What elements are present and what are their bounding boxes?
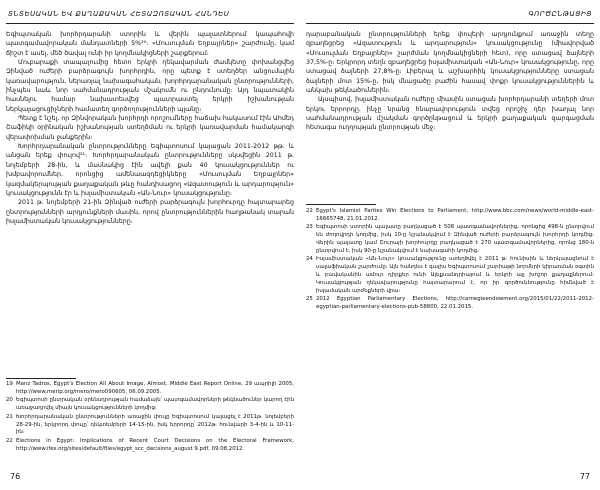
page-number-right: 77: [579, 472, 590, 481]
paragraph: Մուբարաքի տապալումից հետո երկրի ղեկավարման ժամկետը փոխանցվեց Զինված ուժերի բարձրագույն խորհրդին, որը պետք է ստեղծեր անցումային կառավարություն, ներառյալ նախագահական, խորհրդարանական ընտրությունների, ինչպես նաև նոր սահմանադրության մշակումն ու ընդունումը։ Այդ նպատակին հասնելու համար նախատեսվեց պատրաստել երկրի իշխանության ներկայացուցիչների համատեղ գործողությունների պլանը։: [6, 59, 294, 113]
paragraph: Այսպիսով, իսլամիստական ուժերը միասին ստացան խորհրդարանի տեղերի մոտ երկու երրորդը, ինչը նրանց հնարավորություն տվեց որոշիչ դեր խաղալ նոր սահմանադրության մշակման գործընթացում և երկրի քաղաքական զարգացման հետագա ուղղության ընտրության մեջ։: [306, 96, 594, 132]
paragraph: Եգիպտական խորհրդարանի ստորին և վերին պալատներում կապահովի պատգամավորական մանդատների 5%²⁰։ «Մուսուլման Եղբայրներ» շարժումը, կամ ճիշտ է ասել, մեծ ծավալ ունի իր կողմնակիցների շարքերում։: [6, 31, 294, 57]
footnote-number: 24: [306, 256, 313, 263]
footnote-separator: [306, 204, 376, 205]
body-text-left: [6, 30, 294, 226]
footnotes-right: [306, 208, 594, 313]
footnotes-left: [6, 381, 294, 454]
footnote-number: 20: [6, 397, 13, 404]
footnote-separator: [6, 378, 76, 379]
footnote-number: 22: [6, 437, 13, 444]
footnote-text: Եգիպտոսի ստորին պալատը բաղկացած է 508 պատգամավորներից, որոնցից 498-ն ընտրվում են ժողովրդի կողմից, իսկ 10-ը նշանակվում է Զինված ուժերի բարձրագույն խորհրդի կողմից։ Վերին պալատը կամ Շուրայի խորհուրդը բաղկացած է 270 պատգամավորներից, որոնց 180-ն ընտրվում է, իսկ 90-ը նշանակվում է նախագահի կողմից։: [316, 224, 594, 255]
footnote-text: Elections in Egypt: Implications of Recent Court Decisions on the Electoral Framework, http://www.ifes.org/sites/default/files/egypt_scc_decisions_august 9.pdf, 09.08.2012.: [16, 437, 294, 452]
footnote-text: Խորհրդարանական ընտրությունների առաջին փուլը Եգիպտոսում կայացել է 2011թ. նոյեմբերի 28-29-ին, երկրորդ փուլը՝ դեկտեմբերի 14-15-ին, իսկ երրորդը՝ 2012թ. հունվարի 3-4-ին և 10-11-ին։: [16, 413, 294, 436]
footnote: [6, 397, 294, 413]
footnote: [6, 381, 294, 397]
paragraph: 2011 թ. նոյեմբերի 21-ին Զինված ուժերի բարձրագույն խորհուրդը հայտարարեց ընտրությունների արդյունքների մասին, որով ընտրություններին հաղթանակ տարան իսլամիստական կուսակցությունները։: [6, 199, 294, 225]
footnote: [306, 296, 594, 312]
running-header-right: ԳՈՐԾԸՆԹԱՑԻՑ: [306, 7, 594, 24]
footnote-text: Manz Tadros, Egypt's Election All About Image, Almost, Middle East Report Online, 29 ապրիլի 2005, http://www.merip.org/mero/mero090605, 06.09.2005.: [16, 381, 294, 395]
footnote-number: 22: [306, 208, 313, 214]
footnote: [6, 414, 294, 438]
footnote-number: 19: [6, 381, 13, 387]
running-header-left: ՏՆՏԵՍԱԿԱՆ ԵՎ ՔԱՂԱՔԱԿԱՆ ՀԵՏԱԶՈՏԱԿԱՆ ՀԱՆԴԵՍ: [6, 7, 294, 24]
footnote-number: 21: [6, 413, 13, 420]
page-number-left: 76: [10, 472, 21, 481]
left-page: [6, 0, 294, 490]
footnote: [306, 256, 594, 296]
paragraph: Պետք է նշել, որ Զինվորական խորհրդի որոշումները հաճախ հակասում էին Ահմեդ Շաֆիկի օրինական իշխանության ստեղծման ու երկրի կառավարման համակարգի վերափոխման ջանքերին։: [6, 115, 294, 141]
body-text-right: [306, 30, 594, 133]
footnote: [306, 208, 594, 224]
footnote-text: Իսլամիստական «Ան-Նուր» կուսակցությունը ստեղծվել է 2011 թ. հունիսին և ներկայացնում է սալաֆիական շարժումը։ Այն հանդես է գալիս Եգիպտոսում շարիաթի նորմերի կիրառման օգտին և բավականին ամուր դիրքեր ունի Ալեքսանդրիայում և երկրի այլ խոշոր քաղաքներում։ Կուսակցության ղեկավարությունը հայտարարում է, որ իր գործունեությունը հիմնված է իսլամական արժեքների վրա։: [316, 256, 594, 295]
paragraph: դարաբանական ընտրությունների երեք փուլերի արդյունքում առաջին տեղը զբաղեցրեց «Ազատություն և արդարություն» կուսակցությունը (միավորված «Մուսուլման Եղբայրներ» շարժման կողմնակիցների հետ), որը ստացավ ձայների 37,5%-ը։ Երկրորդ տեղն զբաղեցրեց իսլամիստական «Ան-Նուր» կուսակցությունը, որը ստացավ ձայների 27,8%-ը։ Լիբերալ և աշխարհիկ կուսակցությունները ստացան ձայների մոտ 15%-ը, իսկ մնացածը բաժին հասավ փոքր կուսակցություններին և անկախ թեկնածուներին։: [306, 31, 594, 95]
right-page: [306, 0, 594, 490]
footnote-text: 2012 Egyptian Parliamentary Elections, http://carnegieendowment.org/2015/01/22/2011-2012-egyptian-parliamentary-elections-pub-58800, 22.01.2015.: [316, 296, 594, 311]
footnote-number: 25: [306, 296, 313, 303]
footnote-text: Եգիպտոսի ընտրական օրենսդրության համաձայն՝ պատգամավորների թեկնածուներ կարող էին առաջադրվել միայն կուսակցությունների կողմից։: [16, 397, 294, 412]
footnote: [6, 438, 294, 454]
paragraph: Խորհրդարանական ընտրությունները Եգիպտոսում կայացան 2011-2012 թթ. և անցան երեք փուլով²¹։ Խորհրդարանական ընտրությունները սկսվեցին 2011 թ. նոյեմբերի 28-ին, և մասնակից էին ավելի քան 40 կուսակցություններ ու խմբավորումներ, որոնցից ամենաազդեցիկները «Մուսուլման Եղբայրներ» կազմակերպության քաղաքական թևը հանդիսացող «Ազատություն և արդարություն» կուսակցությունն էր և իսլամիստական «Ան-Նուր» կուսակցությունը։: [6, 143, 294, 197]
footnote-number: 23: [306, 224, 313, 231]
footnote: [306, 224, 594, 256]
footnote-text: Egypt's Islamist Parties Win Elections to Parliament, http://www.bbc.com/news/world-middle-east-16665748, 21.01.2012.: [316, 208, 594, 222]
